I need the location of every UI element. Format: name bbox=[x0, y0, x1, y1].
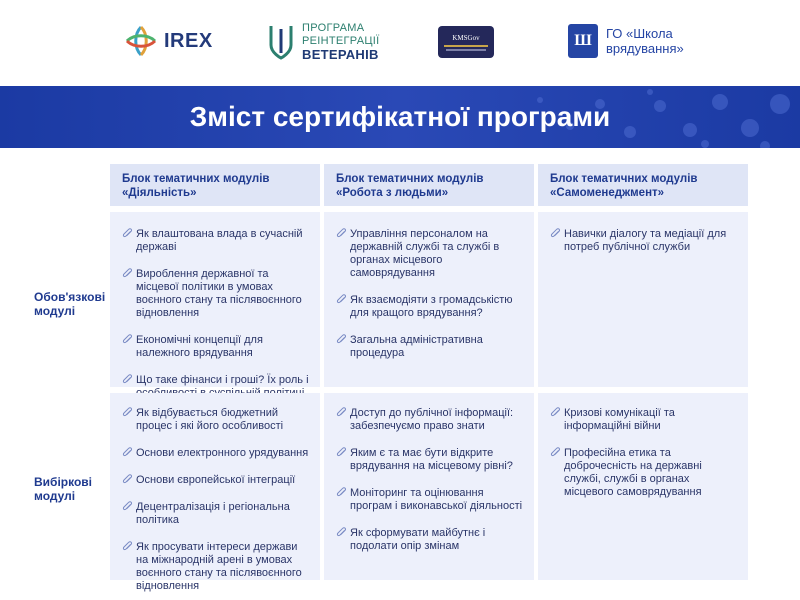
irex-mark-icon bbox=[124, 24, 158, 58]
module-item bbox=[122, 447, 310, 460]
paperclip-icon bbox=[122, 447, 134, 459]
paperclip-icon bbox=[336, 294, 348, 306]
paperclip-icon bbox=[122, 268, 134, 280]
row-label-line2: модулі bbox=[34, 304, 76, 318]
module-item bbox=[336, 294, 524, 320]
column-header-line2: «Робота з людьми» bbox=[336, 187, 449, 199]
module-item-text: Як взаємодіяти з громадськістю для кращого врядування? bbox=[350, 294, 513, 319]
paperclip-icon bbox=[122, 334, 134, 346]
module-item bbox=[336, 407, 524, 433]
module-item bbox=[550, 407, 738, 433]
veterans-logo-line1: ПРОГРАМА bbox=[302, 22, 365, 34]
veterans-logo-line3: ВЕТЕРАНІВ bbox=[302, 47, 379, 62]
module-item-text: Як просувати інтереси держави на міжнародній арені в умовах воєнного стану та післявоєнного відновлення bbox=[136, 541, 302, 592]
row-label-line1: Обов'язкові bbox=[34, 290, 106, 304]
module-cell bbox=[110, 212, 320, 387]
veterans-shield-icon bbox=[268, 23, 294, 61]
column-header-activity bbox=[110, 164, 320, 206]
paperclip-icon bbox=[336, 527, 348, 539]
module-item bbox=[336, 447, 524, 473]
module-cell bbox=[324, 393, 534, 580]
kmsgov-stripe bbox=[444, 45, 488, 47]
module-item-text: Економічні концепції для належного врядування bbox=[136, 334, 263, 359]
column-header-line2: «Самоменеджмент» bbox=[550, 187, 665, 199]
column-header-line1: Блок тематичних модулів bbox=[122, 173, 270, 185]
module-item-text: Доступ до публічної інформації: забезпечуємо право знати bbox=[350, 407, 514, 432]
row-label-line2: модулі bbox=[34, 489, 76, 503]
module-item-text: Децентралізація і регіональна політика bbox=[136, 501, 290, 526]
paperclip-icon bbox=[336, 228, 348, 240]
paperclip-icon bbox=[336, 407, 348, 419]
paperclip-icon bbox=[122, 407, 134, 419]
module-item bbox=[122, 268, 310, 320]
paperclip-icon bbox=[550, 228, 562, 240]
module-item-text: Що таке фінанси і гроші? Їх роль і bbox=[136, 374, 309, 386]
partner-logos bbox=[0, 0, 800, 86]
title-banner bbox=[0, 86, 800, 148]
module-item bbox=[336, 334, 524, 360]
kmsgov-stripe bbox=[446, 49, 486, 51]
module-cell bbox=[538, 212, 748, 387]
module-item bbox=[122, 501, 310, 527]
row-label-elective bbox=[34, 475, 110, 503]
module-item-text: Яким є та має бути відкрите врядування на місцевому рівні? bbox=[350, 447, 513, 472]
module-item-text: Кризові комунікації та інформаційні війни bbox=[564, 407, 675, 432]
irex-logo bbox=[124, 24, 213, 58]
module-item-text: Основи електронного урядування bbox=[136, 447, 309, 459]
module-cell bbox=[324, 212, 534, 387]
module-item bbox=[122, 334, 310, 360]
module-item bbox=[336, 527, 524, 553]
school-logo-line1: ГО «Школа bbox=[606, 26, 673, 41]
paperclip-icon bbox=[550, 447, 562, 459]
paperclip-icon bbox=[336, 334, 348, 346]
veterans-logo-line2: РЕІНТЕГРАЦІЇ bbox=[302, 35, 380, 47]
module-item-text: Управління персоналом на державній службі та службі в органах місцевого самоврядування bbox=[350, 228, 500, 279]
module-item bbox=[336, 228, 524, 280]
kmsgov-logo bbox=[438, 26, 494, 58]
module-cell bbox=[538, 393, 748, 580]
module-item-text: Навички діалогу та медіації для потреб публічної служби bbox=[564, 228, 727, 253]
paperclip-icon bbox=[550, 407, 562, 419]
module-item bbox=[122, 407, 310, 433]
paperclip-icon bbox=[336, 487, 348, 499]
module-item bbox=[122, 474, 310, 487]
module-cell bbox=[110, 393, 320, 592]
paperclip-icon bbox=[122, 228, 134, 240]
module-item-text: Як влаштована влада в сучасній державі bbox=[136, 228, 303, 253]
module-item-text: Вироблення державної та місцевої політики в умовах воєнного стану та післявоєнного відновлення bbox=[136, 268, 302, 319]
paperclip-icon bbox=[336, 447, 348, 459]
veterans-program-logo bbox=[268, 22, 379, 61]
module-item-text: Як відбувається бюджетний процес і які його особливості bbox=[136, 407, 284, 432]
module-item bbox=[122, 228, 310, 254]
paperclip-icon bbox=[122, 501, 134, 513]
paperclip-icon bbox=[122, 374, 134, 386]
column-header-people bbox=[324, 164, 534, 206]
module-item-text: Професійна етика та доброчесність на державні службі, службі в органах місцевого самоврядування bbox=[564, 447, 702, 498]
module-item bbox=[336, 487, 524, 513]
school-of-governance-logo bbox=[568, 24, 684, 58]
column-header-line1: Блок тематичних модулів bbox=[550, 173, 698, 185]
module-item bbox=[122, 541, 310, 593]
paperclip-icon bbox=[122, 474, 134, 486]
page-title: Зміст сертифікатної програми bbox=[189, 101, 611, 132]
kmsgov-wordmark: KMSGov bbox=[452, 33, 480, 42]
paperclip-icon bbox=[122, 541, 134, 553]
module-item bbox=[550, 228, 738, 254]
school-logo-line2: врядування» bbox=[606, 41, 684, 56]
module-item bbox=[550, 447, 738, 499]
column-header-line2: «Діяльність» bbox=[122, 187, 197, 199]
column-header-line1: Блок тематичних модулів bbox=[336, 173, 484, 185]
row-label-line1: Вибіркові bbox=[34, 475, 93, 489]
irex-wordmark: IREX bbox=[164, 29, 213, 52]
module-item-text: Загальна адміністративна процедура bbox=[350, 334, 483, 359]
row-label-mandatory bbox=[34, 290, 110, 318]
module-item-text: Моніторинг та оцінювання програм і виконавської діяльності bbox=[350, 487, 523, 512]
column-header-self-management bbox=[538, 164, 748, 206]
school-emblem-icon: Ш bbox=[568, 24, 598, 58]
module-item-text: Основи європейської інтеграції bbox=[136, 474, 296, 486]
module-item-text: Як сформувати майбутнє і подолати опір змінам bbox=[350, 527, 486, 552]
